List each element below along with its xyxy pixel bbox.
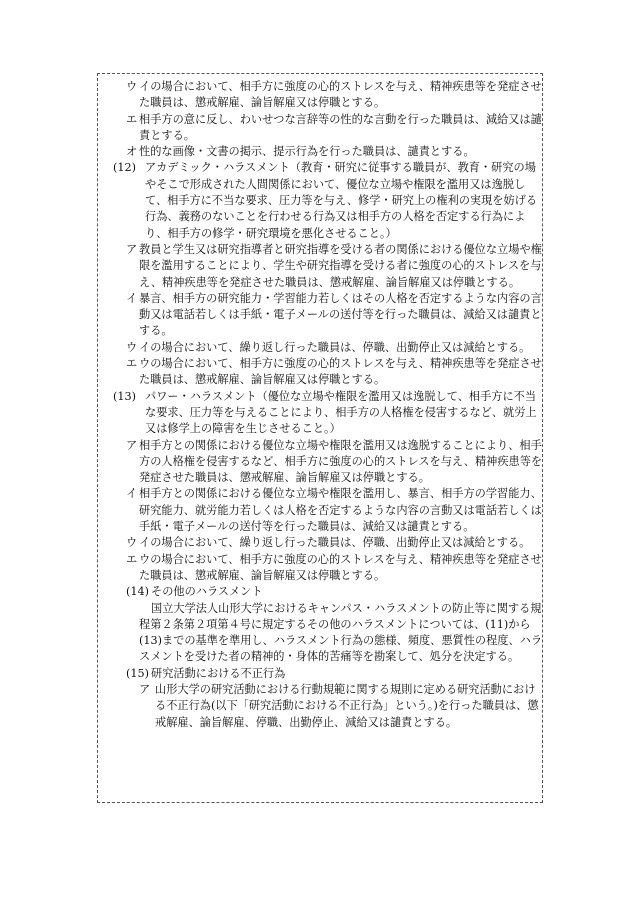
item-label: イ: [126, 291, 138, 305]
section-15-item-a: [113, 682, 543, 731]
item-i3: [113, 486, 543, 535]
section-15-heading: [113, 666, 543, 682]
section-text: パワー・ハラスメント（優位な立場や権限を濫用又は逸脱して、相手方に不当な要求、圧力等を与えることにより、相手方の人格権を侵害するなど、就労上又は修学上の障害を生じさせること。）: [145, 389, 537, 436]
section-12: [113, 160, 543, 241]
item-text: イの場合において、繰り返し行った職員は、停職、出勤停止又は減給とする。: [139, 340, 531, 354]
section-13: [113, 389, 543, 438]
section-text: アカデミック・ハラスメント（教育・研究に従事する職員が、教育・研究の場やそこで形成された人間関係において、優位な立場や権限を濫用又は逸脱して、相手方に不当な要求、圧力等を与え、修学・研究上の権利の実現を妨げる行為、義務のないことを行わせる行為又は相手方の人格を否定する行為により、相手方の修学・研究環境を悪化させること。）: [145, 161, 538, 240]
document-body: [113, 79, 543, 731]
item-label: エ: [126, 357, 138, 371]
item-text: 性的な画像・文書の掲示、提示行為を行った職員は、譴責とする。: [139, 145, 475, 159]
item-e1: [113, 112, 543, 145]
item-o1: [113, 144, 543, 160]
section-title: その他のハラスメント: [151, 585, 263, 599]
section-label: (14): [126, 585, 149, 599]
item-u1: [113, 79, 543, 112]
item-text: 相手方の意に反し、わいせつな言辞等の性的な言動を行った職員は、減給又は譴責とする。: [139, 112, 542, 142]
section-label: (12): [113, 161, 136, 175]
item-a3: [113, 438, 543, 487]
item-text: 教員と学生又は研究指導者と研究指導を受ける者の関係における優位な立場や権限を濫用することにより、学生や研究指導を受ける者に強度の心的ストレスを与え、精神疾患等を発症させた職員は、懲戒解雇、論旨解雇又は停職とする。: [139, 242, 542, 289]
section-14-body: 国立大学法人山形大学におけるキャンパス・ハラスメントの防止等に関する規程第２条第２項第４号に規定するその他のハラスメントについては、(11)から(13)までの基準を準用し、ハラスメント行為の態様、頻度、悪質性の程度、ハラスメントを受けた者の精神的・身体的苦痛等を勘案して、処分を決定する。: [139, 601, 543, 664]
item-label: イ: [126, 487, 138, 501]
item-e3: [113, 552, 543, 585]
item-i2: [113, 291, 543, 340]
item-a2: [113, 242, 543, 291]
item-label: ア: [139, 682, 151, 696]
item-text: 山形大学の研究活動における行動規範に関する規則に定める研究活動における不正行為(以下「研究活動における不正行為」という。)を行った職員は、懲戒解雇、論旨解雇、停職、出勤停止、減給又は譴責とする。: [155, 682, 539, 729]
item-label: オ: [126, 145, 138, 159]
item-label: ウ: [126, 536, 138, 550]
item-label: ア: [126, 242, 138, 256]
item-label: ウ: [126, 340, 138, 354]
section-title: 研究活動における不正行為: [151, 666, 286, 680]
item-text: 相手方との関係における優位な立場や権限を濫用又は逸脱することにより、相手方の人格権を侵害するなど、相手方に強度の心的ストレスを与え、精神疾患等を発症させた職員は、懲戒解雇、論旨解雇又は停職とする。: [139, 438, 543, 485]
item-text: ウの場合において、相手方に強度の心的ストレスを与え、精神疾患等を発症させた職員は、懲戒解雇、論旨解雇又は停職とする。: [139, 357, 542, 387]
item-text: ウの場合において、相手方に強度の心的ストレスを与え、精神疾患等を発症させた職員は、懲戒解雇、論旨解雇又は停職とする。: [139, 552, 542, 582]
item-text: 暴言、相手方の研究能力・学習能力若しくはその人格を否定するような内容の言動又は電話若しくは手紙・電子メールの送付等を行った職員は、減給又は譴責とする。: [139, 291, 542, 338]
item-label: ウ: [126, 80, 138, 93]
item-u3: [113, 535, 543, 551]
item-text: 相手方との関係における優位な立場や権限を濫用し、暴言、相手方の学習能力、研究能力、就労能力若しくは人格を否定するような内容の言動又は電話若しくは手紙・電子メールの送付等を行った職員は、減給又は譴責とする。: [139, 487, 542, 534]
item-e2: [113, 356, 543, 389]
section-label: (13): [113, 389, 136, 403]
item-label: ア: [126, 438, 138, 452]
item-label: エ: [126, 552, 138, 566]
section-label: (15): [126, 666, 149, 680]
item-u2: [113, 340, 543, 356]
item-text: イの場合において、繰り返し行った職員は、停職、出勤停止又は減給とする。: [139, 536, 531, 550]
item-text: イの場合において、相手方に強度の心的ストレスを与え、精神疾患等を発症させた職員は、懲戒解雇、論旨解雇又は停職とする。: [139, 80, 542, 110]
section-14-heading: [113, 584, 543, 600]
item-label: エ: [126, 112, 138, 126]
